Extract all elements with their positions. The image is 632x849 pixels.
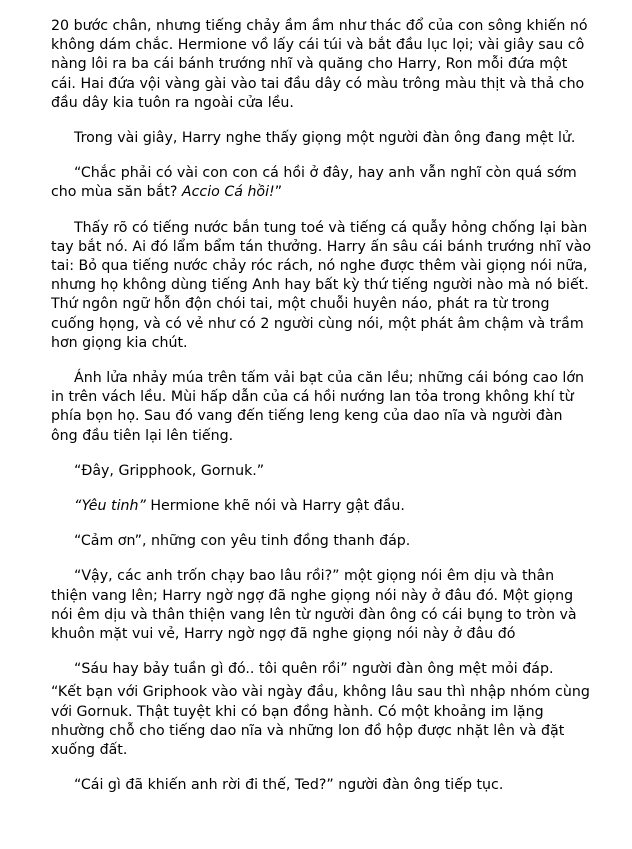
italic-text: Accio Cá hồi! [181,184,275,201]
paragraph [51,567,592,644]
paragraph-text: Hermione khẽ nói và Harry gật đầu. [145,498,405,515]
paragraph [51,129,592,148]
paragraph [51,462,592,481]
paragraph-text: ” [274,184,283,201]
paragraph-text: “Vậy, các anh trốn chạy bao lâu rồi?” một giọng nói êm dịu và thân thiện vang lên; Harry ngờ ngợ đã nghe giọng nói này ở đâu đó. Một giọng nói êm dịu và thân thiện vang lên từ người đàn ông có cái bụng to tròn và khuôn mặt vui vẻ, Harry ngờ ngợ đã nghe giọng nói này ở đâu đó [51,568,577,643]
paragraph [51,660,592,679]
paragraph [51,219,592,353]
paragraph-text: “Cái gì đã khiến anh rời đi thế, Ted?” người đàn ông tiếp tục. [74,777,504,794]
paragraph-text: Ánh lửa nhảy múa trên tấm vải bạt của căn lều; những cái bóng cao lớn in trên vách lều. Mùi hấp dẫn của cá hồi nướng lan tỏa trong không khí từ phía bọn họ. Sau đó vang đến tiếng leng keng của dao nĩa và người đàn ông đầu tiên lại lên tiếng. [51,370,585,444]
paragraph-text: Thấy rõ có tiếng nước bắn tung toé và tiếng cá quẫy hỏng chống lại bàn tay bắt nó. Ai đó lẩm bẩm tán thưởng. Harry ấn sâu cái bánh trướng nhĩ vào tai: Bỏ qua tiếng nước chảy róc rách, nó nghe được thêm vài giọng nói nữa, nhưng họ không dùng tiếng Anh hay bất kỳ thứ tiếng người nào mà nó biết. Thứ ngôn ngữ hỗn độn chói tai, một chuỗi huyên náo, phát ra từ trong cuống họng, và có vẻ như có 2 người cùng nói, một phát âm chậm và trầm hơn giọng kia chút. [51,219,592,351]
paragraph [51,683,592,760]
paragraph-text: “Sáu hay bảy tuần gì đó.. tôi quên rồi” người đàn ông mệt mỏi đáp. [74,661,554,678]
paragraph [51,17,592,113]
paragraph [51,164,592,202]
paragraph-text: “Chắc phải có vài con con cá hồi ở đây, hay anh vẫn nghĩ còn quá sớm cho mùa săn bắt? [51,165,577,201]
paragraph [51,497,592,516]
paragraph [51,369,592,446]
paragraph [51,532,592,551]
paragraph-text: Trong vài giây, Harry nghe thấy giọng một người đàn ông đang mệt lử. [74,130,576,147]
italic-text: “Yêu tinh” [74,498,146,515]
paragraph-text: 20 bước chân, nhưng tiếng chảy ầm ầm như thác đổ của con sông khiến nó không dám chắc. Hermione vồ lấy cái túi và bắt đầu lục lọi; vài giây sau cô nàng lôi ra ba cái bánh trướng nhĩ và quăng cho Harry, Ron mỗi đứa một cái. Hai đứa vội vàng gài vào tai đầu dây có màu trông màu thịt và thả cho đầu dây kia tuôn ra ngoài cửa lều. [51,18,588,111]
paragraph-text: “Kết bạn với Griphook vào vài ngày đầu, không lâu sau thì nhập nhóm cùng với Gornuk. Thật tuyệt khi có bạn đồng hành. Có một khoảng im lặng nhường chỗ cho tiếng dao nĩa và những lon đồ hộp được nhặt lên và đặt xuống đất. [51,684,590,759]
paragraph [51,776,592,795]
paragraph-text: “Cảm ơn”, những con yêu tinh đồng thanh đáp. [74,533,411,550]
paragraph-text: “Đây, Gripphook, Gornuk.” [74,462,265,479]
